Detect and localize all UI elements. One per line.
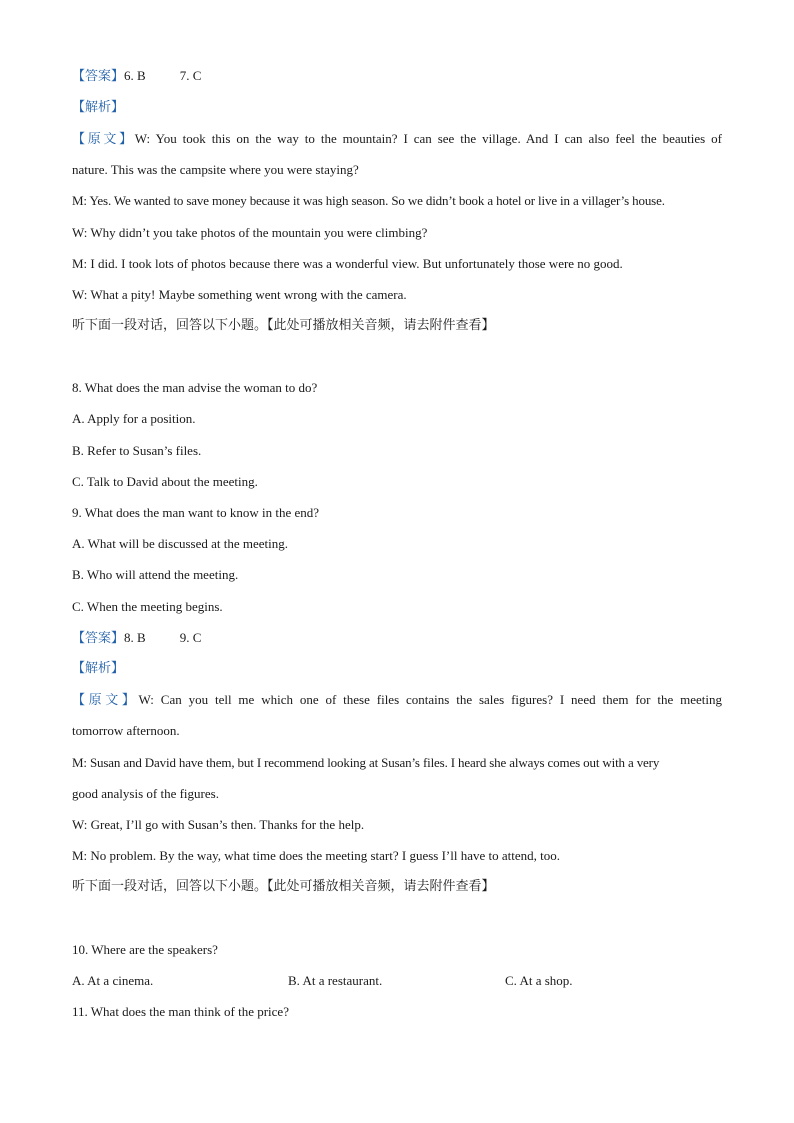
transcript-line: W: Great, I’ll go with Susan’s then. Thanks for the help. bbox=[72, 817, 365, 832]
q9-option-a: A. What will be discussed at the meeting. bbox=[72, 536, 289, 551]
transcript-line: nature. This was the campsite where you were staying? bbox=[72, 162, 359, 177]
transcript-line: M: Yes. We wanted to save money because it was high season. So we didn’t book a hotel or live in a villager’s house. bbox=[72, 193, 665, 208]
audio-instruction: 听下面一段对话，回答以下小题。【此处可播放相关音频，请去附件查看】 bbox=[72, 879, 495, 894]
answer-6: 6. B bbox=[124, 68, 146, 83]
transcript-line: M: I did. I took lots of photos because there was a wonderful view. But unfortunately those were no good. bbox=[72, 256, 623, 271]
answer-line-6-7 bbox=[72, 68, 722, 85]
answer-8: 8. B bbox=[124, 630, 146, 645]
transcript-line: 【原文】W: Can you tell me which one of these files contains the sales figures? I need them for the meeting bbox=[72, 692, 722, 708]
transcript-line: W: What a pity! Maybe something went wrong with the camera. bbox=[72, 287, 407, 302]
answer-line-8-9 bbox=[72, 630, 722, 647]
analysis-label: 【解析】 bbox=[72, 661, 125, 676]
transcript-line: 【原文】W: You took this on the way to the mountain? I can see the village. And I can also feel the beauties of bbox=[72, 131, 722, 147]
audio-instruction: 听下面一段对话，回答以下小题。【此处可播放相关音频，请去附件查看】 bbox=[72, 318, 495, 333]
q10-option-a: A. At a cinema. bbox=[72, 973, 154, 988]
transcript-line: tomorrow afternoon. bbox=[72, 723, 180, 738]
analysis-label: 【解析】 bbox=[72, 100, 125, 115]
q10-option-b: B. At a restaurant. bbox=[288, 973, 383, 988]
question-8: 8. What does the man advise the woman to do? bbox=[72, 380, 318, 395]
q9-option-b: B. Who will attend the meeting. bbox=[72, 567, 239, 582]
answer-label: 【答案】 bbox=[72, 69, 125, 84]
transcript-line: M: Susan and David have them, but I recommend looking at Susan’s files. I heard she always comes out with a very bbox=[72, 755, 660, 770]
q9-option-c: C. When the meeting begins. bbox=[72, 599, 223, 614]
q8-option-c: C. Talk to David about the meeting. bbox=[72, 474, 258, 489]
q10-option-c: C. At a shop. bbox=[505, 973, 573, 988]
question-10: 10. Where are the speakers? bbox=[72, 942, 218, 957]
question-9: 9. What does the man want to know in the end? bbox=[72, 505, 320, 520]
original-label: 【原文】 bbox=[72, 132, 135, 147]
question-11: 11. What does the man think of the price? bbox=[72, 1004, 289, 1019]
q8-option-a: A. Apply for a position. bbox=[72, 411, 196, 426]
answer-9: 9. C bbox=[179, 630, 202, 645]
transcript-line: W: Why didn’t you take photos of the mountain you were climbing? bbox=[72, 225, 428, 240]
q10-options bbox=[72, 973, 722, 989]
answer-label: 【答案】 bbox=[72, 631, 125, 646]
original-label: 【原文】 bbox=[72, 693, 139, 708]
q8-option-b: B. Refer to Susan’s files. bbox=[72, 443, 202, 458]
answer-7: 7. C bbox=[179, 68, 202, 83]
transcript-line: good analysis of the figures. bbox=[72, 786, 219, 801]
transcript-line: M: No problem. By the way, what time does the meeting start? I guess I’ll have to attend, too. bbox=[72, 848, 560, 863]
